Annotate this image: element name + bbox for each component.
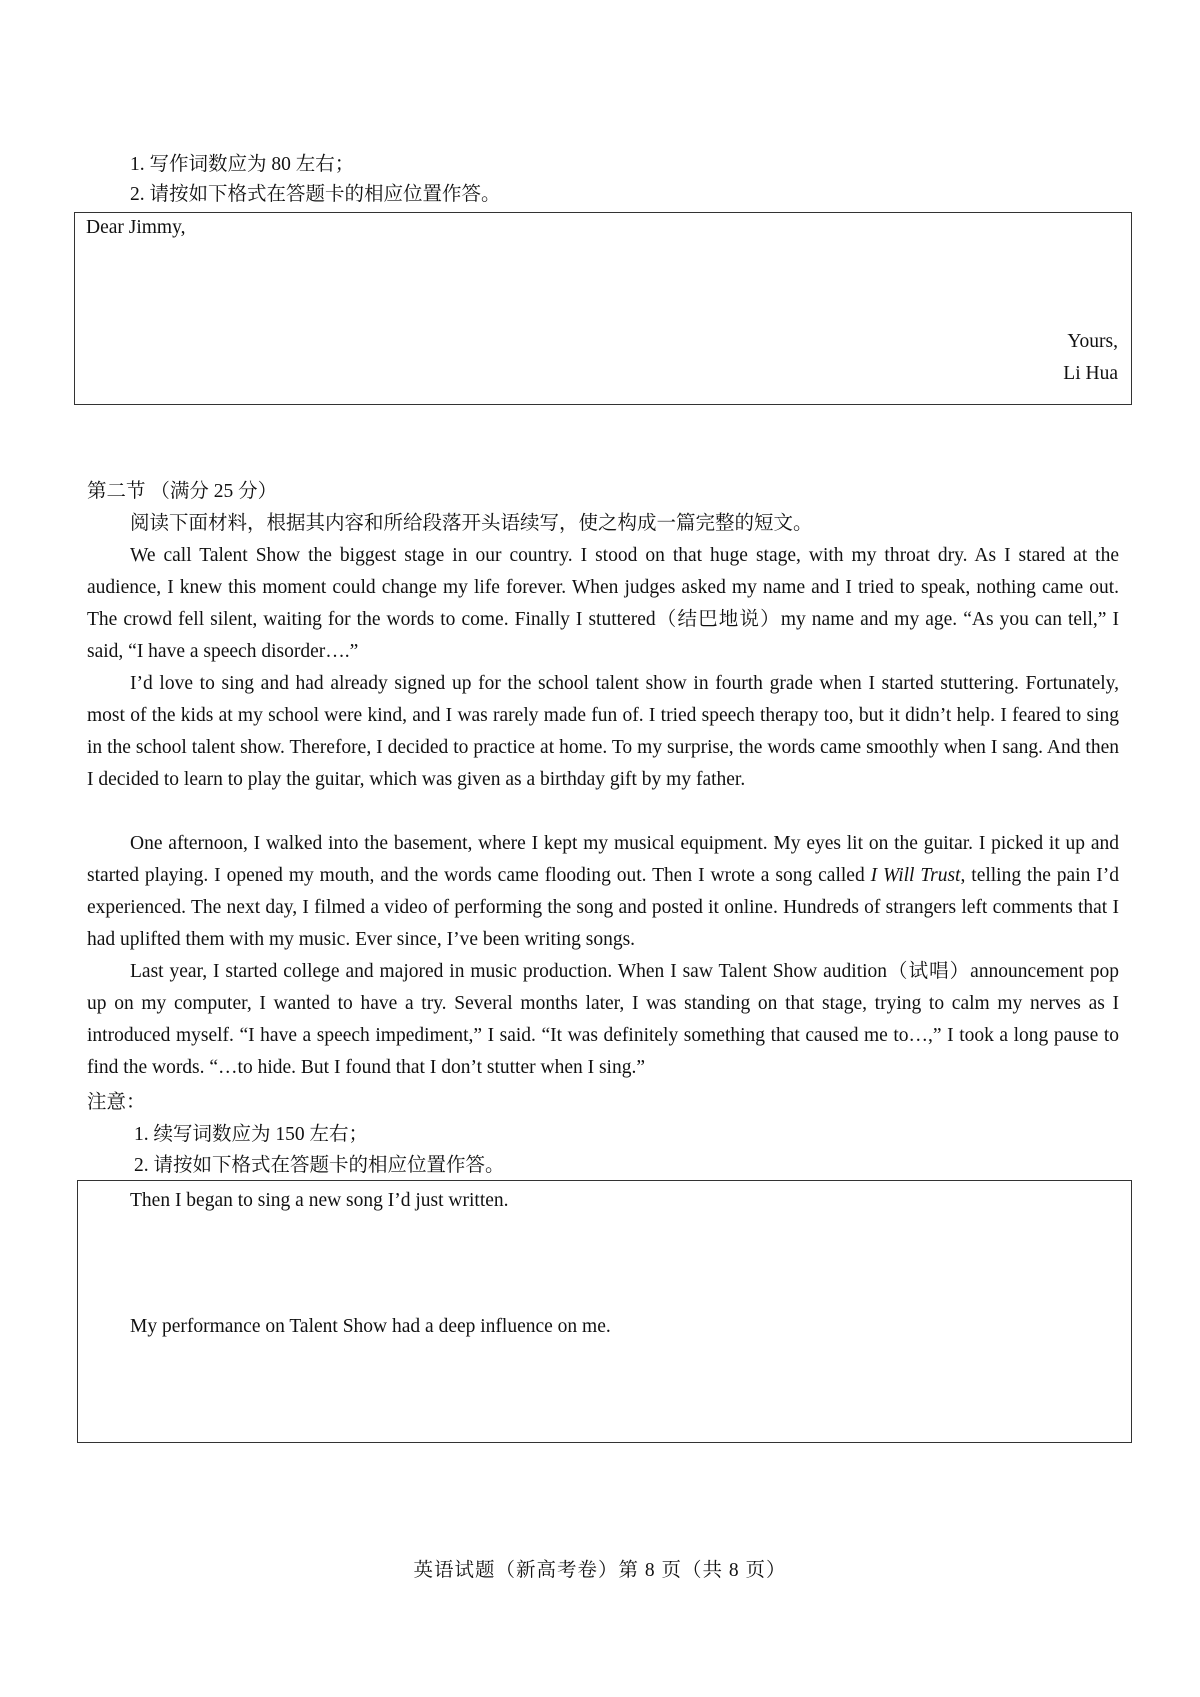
story-paragraph — [87, 956, 1119, 1084]
story-paragraph — [87, 828, 1119, 956]
continuation-answer-box — [77, 1180, 1132, 1443]
story-paragraph — [87, 540, 1119, 668]
page-footer: 英语试题（新高考卷）第 8 页（共 8 页） — [413, 1560, 787, 1581]
letter-answer-box — [74, 212, 1132, 405]
opening-line-2: My performance on Talent Show had a deep influence on me. — [130, 1316, 611, 1337]
section-instruction: 阅读下面材料，根据其内容和所给段落开头语续写，使之构成一篇完整的短文。 — [130, 513, 813, 534]
song-title: I Will Trust — [870, 865, 961, 886]
story-paragraph-text: , telling the pain I’d experienced. The next day, I filmed a video of performing the song and posted it online. Hundreds of strangers left comments that I had uplifted them with my music. Ever since, I’ve been writing songs. — [87, 865, 1119, 950]
story-paragraph-text: I’d love to sing and had already signed up for the school talent show in fourth grade when I started stuttering. Fortunately, most of the kids at my school were kind, and I was rarely made fun of. I tried speech therapy too, but it didn’t help. I feared to sing in the school talent show. Therefore, I decided to practice at home. To my surprise, the words came smoothly when I sang. And then I decided to learn to play the guitar, which was given as a birthday gift by my father. — [87, 673, 1119, 790]
story-paragraph-text: We call Talent Show the biggest stage in our country. I stood on that huge stage, with my throat dry. As I stared at the audience, I knew this moment could change my life forever. When judges asked my name and I tried to speak, nothing came out. The crowd fell silent, waiting for the words to come. Finally I stuttered（结巴地说）my name and my age. “As you can tell,” I said, “I have a speech disorder….” — [87, 545, 1119, 662]
story-paragraph-text: One afternoon, I walked into the basement, where I kept my musical equipment. My eyes lit on the guitar. I picked it up and started playing. I opened my mouth, and the words came flooding out. Then I wrote a song called — [87, 833, 1119, 886]
letter-closing: Yours, — [1067, 331, 1118, 352]
story-paragraph-text: Last year, I started college and majored in music production. When I saw Talent Show audition（试唱）announcement pop up on my computer, I wanted to have a try. Several months later, I was standing on that stage, trying to calm my nerves as I introduced myself. “I have a speech impediment,” I said. “It was definitely something that caused me to…,” I took a long pause to find the words. “…to hide. But I found that I don’t stutter when I sing.” — [87, 961, 1119, 1078]
section-heading: 第二节 （满分 25 分） — [87, 481, 278, 502]
note-format: 2. 请按如下格式在答题卡的相应位置作答。 — [130, 184, 501, 205]
letter-greeting: Dear Jimmy, — [86, 217, 186, 238]
notes-label: 注意： — [87, 1092, 146, 1113]
note-word-count: 1. 续写词数应为 150 左右； — [134, 1124, 369, 1145]
story-paragraph — [87, 668, 1119, 796]
note-format: 2. 请按如下格式在答题卡的相应位置作答。 — [134, 1155, 505, 1176]
note-word-count: 1. 写作词数应为 80 左右； — [130, 154, 355, 175]
opening-line-1: Then I began to sing a new song I’d just written. — [130, 1190, 509, 1211]
letter-signature: Li Hua — [1063, 363, 1118, 384]
